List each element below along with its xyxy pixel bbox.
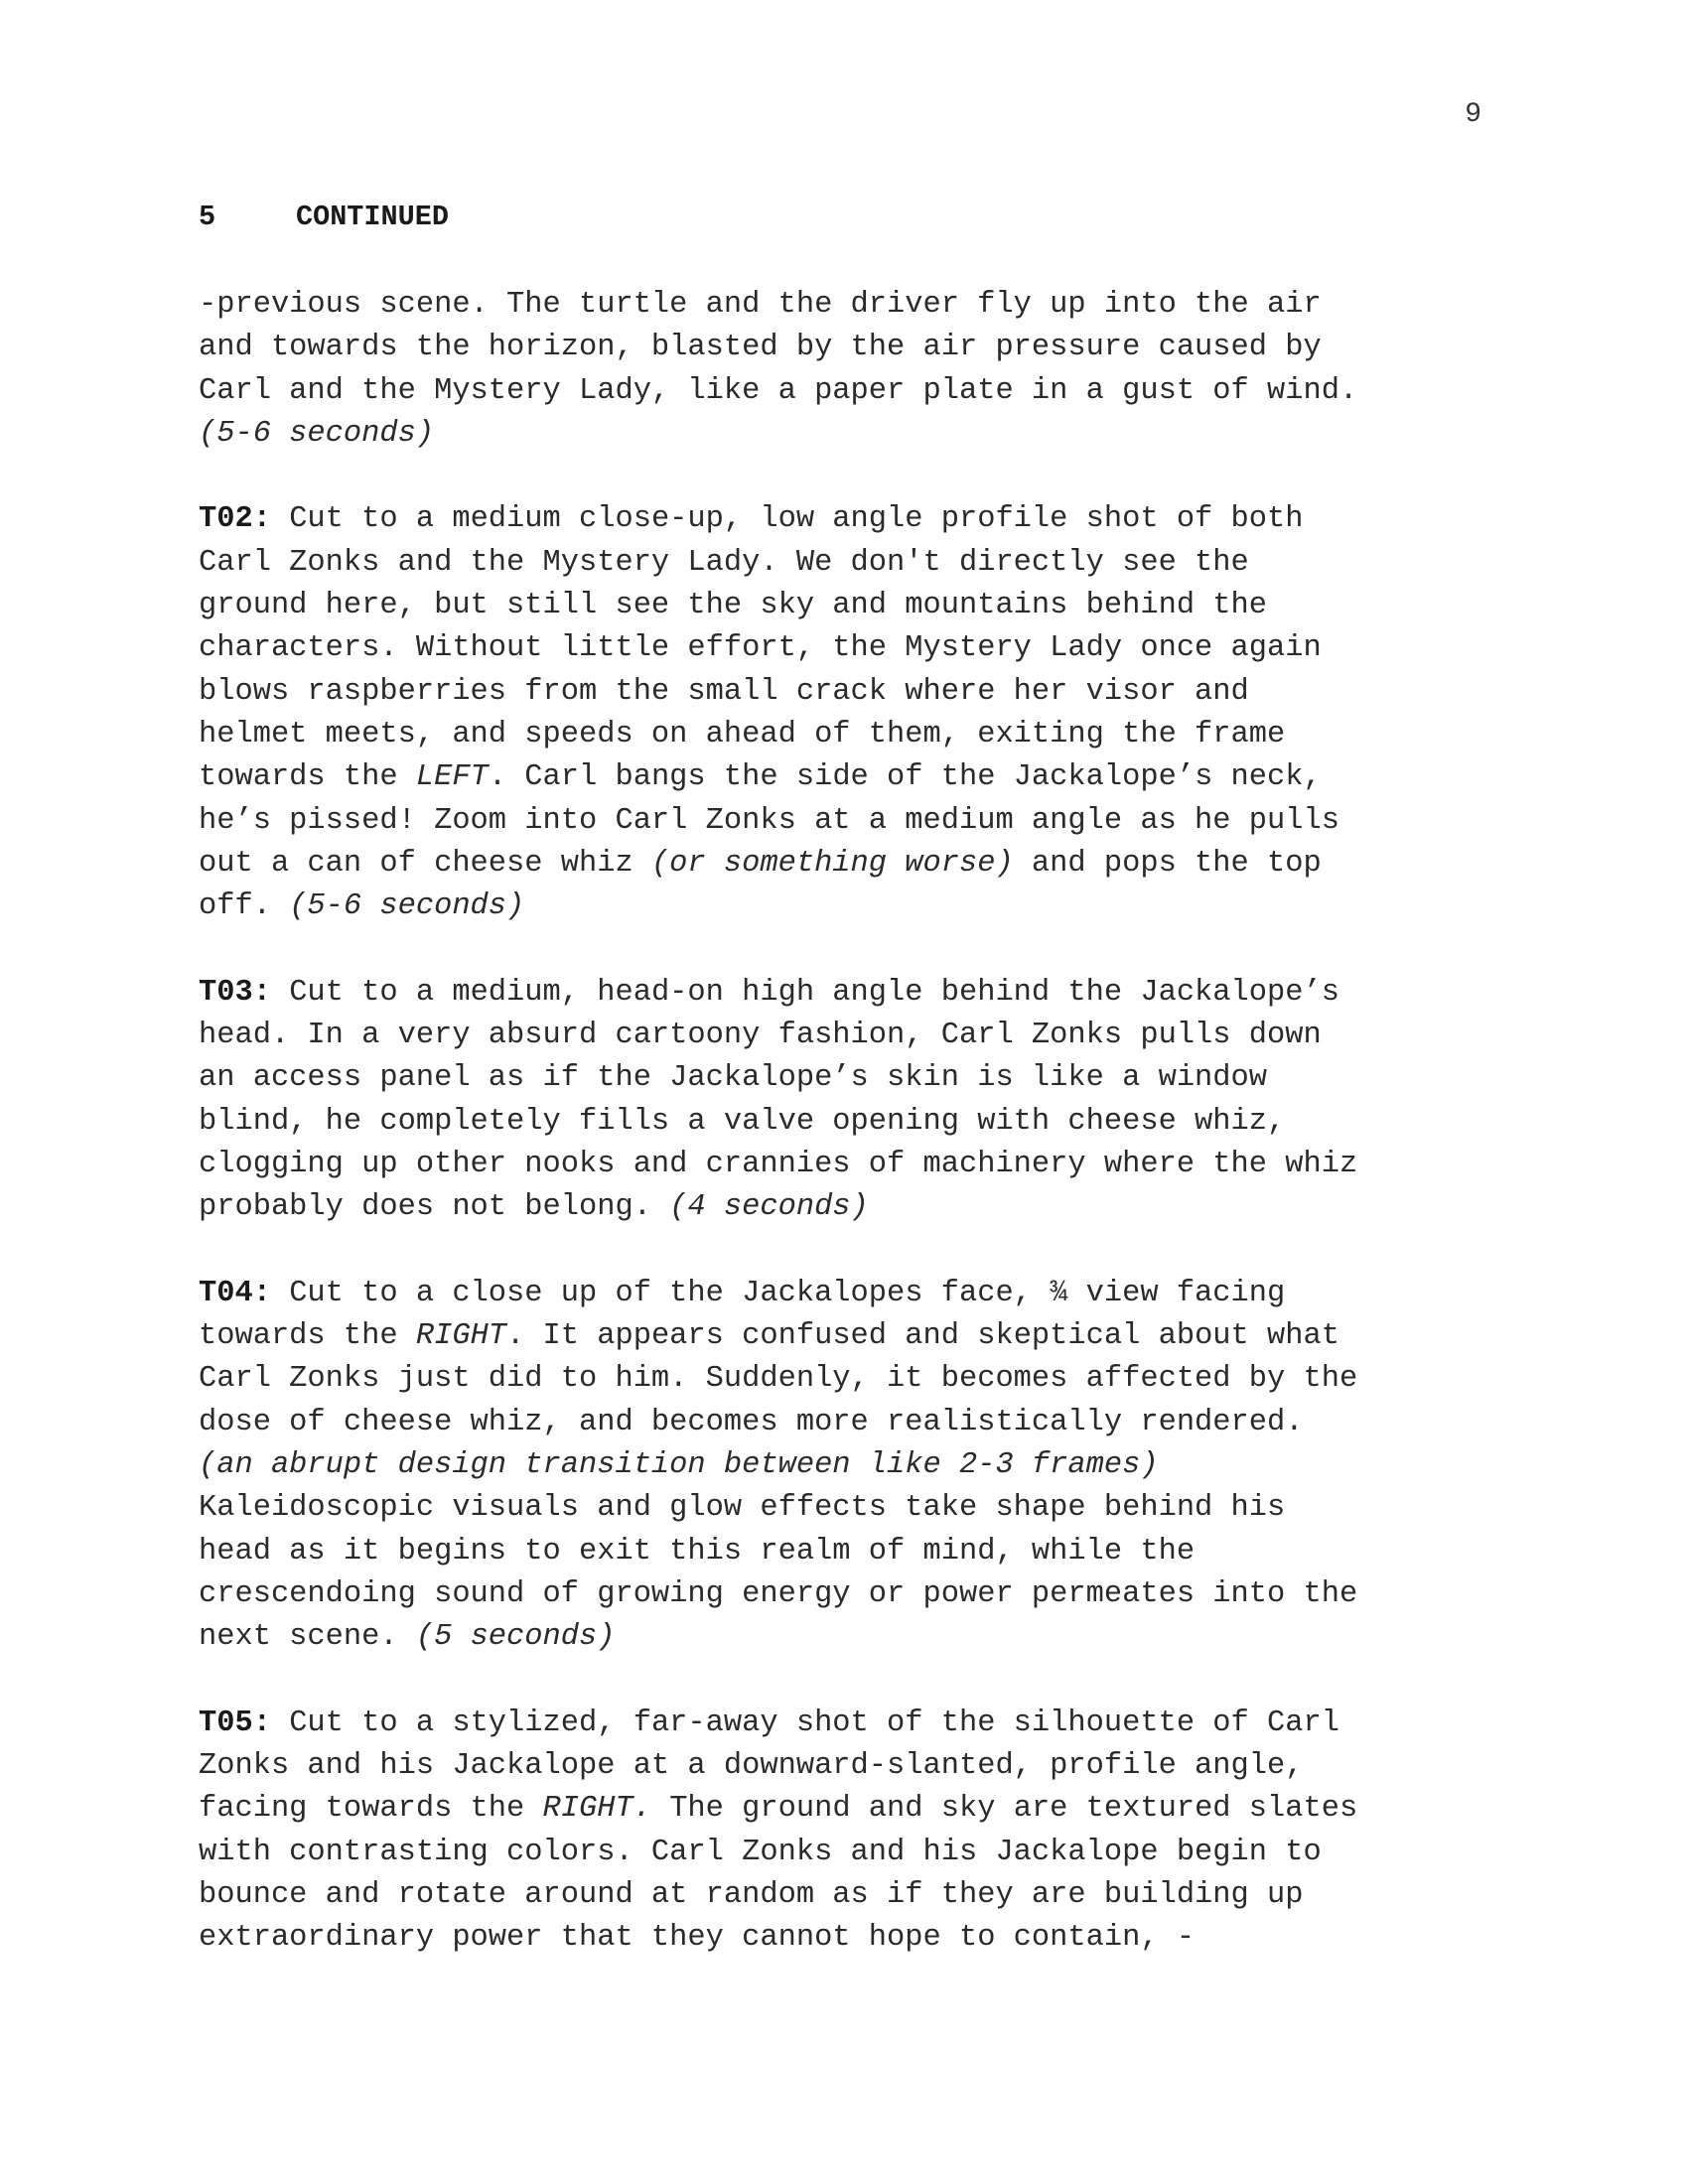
text-line [199, 327, 1509, 369]
scene-number: 5 [199, 201, 216, 233]
text-line [199, 800, 1509, 843]
scene-title: CONTINUED [296, 201, 449, 233]
text-segment: helmet meets, and speeds on ahead of them, exiting the frame [199, 717, 1286, 751]
text-line [199, 1101, 1509, 1144]
text-segment: Carl Zonks just did to him. Suddenly, it becomes affected by the [199, 1362, 1358, 1397]
text-segment: ground here, but still see the sky and mountains behind the [199, 589, 1268, 623]
text-segment: Cut to a close up of the Jackalopes face, ¾ view facing [270, 1276, 1286, 1310]
action-paragraph [199, 498, 1509, 928]
text-segment: towards the [199, 1319, 416, 1354]
text-line [199, 1273, 1509, 1315]
text-line [199, 1531, 1509, 1573]
italic-note: LEFT [415, 760, 489, 795]
text-line [199, 714, 1509, 756]
text-line [199, 284, 1509, 327]
text-segment: towards the [199, 760, 416, 795]
italic-note: RIGHT. [542, 1792, 651, 1827]
text-segment: Cut to a medium, head-on high angle behind the Jackalope’s [270, 975, 1339, 1010]
shot-label: T05: [199, 1706, 271, 1740]
text-segment: next scene. [199, 1620, 416, 1655]
text-line [199, 1703, 1509, 1745]
italic-note: (an abrupt design transition between like 2-3 frames) [199, 1448, 1159, 1483]
text-line [199, 498, 1509, 541]
text-line [199, 1144, 1509, 1186]
text-line [199, 886, 1509, 928]
text-line [199, 1573, 1509, 1616]
text-segment: crescendoing sound of growing energy or power permeates into the [199, 1576, 1358, 1611]
text-segment: Kaleidoscopic visuals and glow effects take shape behind his [199, 1491, 1286, 1526]
text-segment: an access panel as if the Jackalope’s skin is like a window [199, 1061, 1268, 1096]
text-line [199, 671, 1509, 714]
action-paragraph [199, 1703, 1509, 1961]
text-segment: bounce and rotate around at random as if they are building up [199, 1877, 1304, 1912]
text-segment: he’s pissed! Zoom into Carl Zonks at a medium angle as he pulls [199, 803, 1339, 838]
text-segment: extraordinary power that they cannot hope to contain, - [199, 1921, 1196, 1956]
text-line [199, 843, 1509, 886]
text-segment: . Carl bangs the side of the Jackalope’s neck, [488, 760, 1322, 795]
text-line [199, 1788, 1509, 1831]
text-segment: and towards the horizon, blasted by the air pressure caused by [199, 331, 1322, 365]
text-segment: Carl and the Mystery Lady, like a paper plate in a gust of wind. [199, 373, 1358, 408]
text-segment: blind, he completely fills a valve opening with cheese whiz, [199, 1104, 1286, 1139]
italic-note: (4 seconds) [669, 1190, 869, 1225]
text-line [199, 1444, 1509, 1487]
text-line [199, 972, 1509, 1015]
text-segment: . It appears confused and skeptical about what [506, 1319, 1339, 1354]
shot-label: T04: [199, 1276, 271, 1310]
text-line [199, 585, 1509, 627]
text-segment: probably does not belong. [199, 1190, 670, 1225]
action-paragraph [199, 972, 1509, 1230]
text-line [199, 1186, 1509, 1229]
text-segment: head. In a very absurd cartoony fashion, Carl Zonks pulls down [199, 1019, 1322, 1053]
shot-label: T03: [199, 975, 271, 1010]
scene-heading [199, 201, 449, 233]
text-line [199, 1874, 1509, 1917]
action-paragraph [199, 284, 1509, 456]
text-segment: Zonks and his Jackalope at a downward-slanted, profile angle, [199, 1749, 1304, 1784]
italic-note: (5 seconds) [415, 1620, 616, 1655]
text-segment: dose of cheese whiz, and becomes more realistically rendered. [199, 1405, 1304, 1439]
text-line [199, 627, 1509, 670]
shot-label: T02: [199, 502, 271, 537]
text-segment: characters. Without little effort, the Mystery Lady once again [199, 631, 1322, 666]
text-line [199, 1057, 1509, 1100]
text-segment: Carl Zonks and the Mystery Lady. We don't directly see the [199, 545, 1249, 580]
text-segment: off. [199, 889, 290, 924]
text-line [199, 1917, 1509, 1960]
text-line [199, 1832, 1509, 1874]
text-line [199, 1745, 1509, 1788]
text-segment: clogging up other nooks and crannies of machinery where the whiz [199, 1147, 1358, 1181]
text-segment: Cut to a medium close-up, low angle profile shot of both [270, 502, 1304, 537]
action-paragraph [199, 1273, 1509, 1660]
text-segment: -previous scene. The turtle and the driver fly up into the air [199, 288, 1322, 322]
italic-note: (5-6 seconds) [199, 416, 435, 451]
text-line [199, 1015, 1509, 1057]
text-line [199, 542, 1509, 585]
text-segment: The ground and sky are textured slates [650, 1792, 1358, 1827]
italic-note: (5-6 seconds) [289, 889, 525, 924]
text-line [199, 756, 1509, 799]
italic-note: (or something worse) [650, 846, 1014, 881]
script-body [199, 284, 1509, 2003]
text-segment: facing towards the [199, 1792, 543, 1827]
text-segment: blows raspberries from the small crack where her visor and [199, 674, 1249, 709]
italic-note: RIGHT [415, 1319, 507, 1354]
text-line [199, 1358, 1509, 1401]
text-line [199, 1402, 1509, 1444]
text-segment: head as it begins to exit this realm of mind, while the [199, 1534, 1196, 1569]
text-segment: with contrasting colors. Carl Zonks and his Jackalope begin to [199, 1835, 1322, 1869]
text-line [199, 1487, 1509, 1530]
text-segment: out a can of cheese whiz [199, 846, 651, 881]
text-segment: and pops the top [1013, 846, 1322, 881]
page-number: 9 [1465, 99, 1481, 130]
text-line [199, 1315, 1509, 1358]
text-segment: Cut to a stylized, far-away shot of the silhouette of Carl [270, 1706, 1339, 1740]
text-line [199, 413, 1509, 456]
text-line [199, 1616, 1509, 1659]
text-line [199, 370, 1509, 413]
